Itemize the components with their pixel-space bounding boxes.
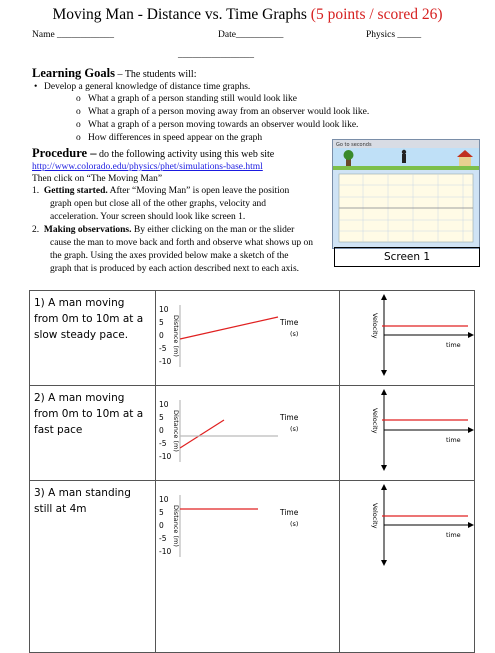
table-row [30,386,475,481]
sketch-table [29,290,475,653]
step-1: 1. Getting started. After “Moving Man” is open leave the position [32,186,290,196]
distance-graph-3 [156,481,339,647]
row-3-distance-cell[interactable] [156,481,340,653]
row-3-velocity-cell[interactable] [340,481,475,653]
page-title: Moving Man - Distance vs. Time Graphs (5 points / scored 26) [52,6,443,23]
arrow-up-icon [381,294,387,300]
velocity-time-label: time [446,531,461,539]
x-axis-unit: (s) [290,425,299,433]
y-axis-label: Distance (m) [172,410,180,452]
name-field: Name ____________ [32,30,115,40]
distance-sketch-line [180,420,224,448]
goal-sub-3: o What a graph of a person moving towards an observer would look like. [76,120,359,130]
y-tick-label: 0 [159,426,164,435]
step-2-line-4: graph that is produced by each action described next to each axis. [50,264,300,274]
y-tick-label: -5 [159,344,167,353]
step-1-line-3: acceleration. Your screen should look like screen 1. [50,212,246,222]
y-tick-label: 10 [159,305,169,314]
velocity-graph-1 [340,291,474,380]
procedure-heading: Procedure – do the following activity using this web site [32,146,275,160]
distance-graph-2 [156,386,339,475]
then-click-text: Then click on “The Moving Man” [32,174,163,184]
goal-sub-2: o What a graph of a person moving away from an observer would look like. [76,107,370,117]
bullet-icon: • [34,82,38,92]
velocity-time-label: time [446,436,461,444]
y-tick-label: 0 [159,331,164,340]
date-field: Date__________ [218,30,284,40]
y-tick-label: 5 [159,413,164,422]
screen-caption: Go to seconds [336,142,372,148]
step-2-line-2: cause the man to move back and forth and observe what shows up on [50,238,314,248]
physics-field: Physics _____ [366,30,422,40]
arrow-right-icon [468,522,474,528]
y-tick-label: 5 [159,318,164,327]
table-row [30,291,475,386]
velocity-graph-2 [340,386,474,475]
x-axis-label: Time [280,508,299,517]
step-2-line-3: the graph. Using the axes provided below make a sketch of the [50,251,289,261]
arrow-down-icon [381,465,387,471]
x-axis-unit: (s) [290,330,299,338]
velocity-time-label: time [446,341,461,349]
distance-graph-1 [156,291,339,380]
step-1-line-2: graph open but close all of the other graphs, velocity and [50,199,267,209]
velocity-axis-label: Velocity [371,408,379,434]
velocity-axis-label: Velocity [371,503,379,529]
y-tick-label: -10 [159,452,172,461]
simulation-link[interactable]: http://www.colorado.edu/physics/phet/simulations-base.html [32,162,263,172]
learning-goals-list [34,81,251,94]
goal-sub-4: o How differences in speed appear on the graph [76,133,263,143]
row-2-label: 2) A man moving from 0m to 10m at a fast pace [30,386,156,481]
row-1-label: 1) A man moving from 0m to 10m at a slow steady pace. [30,291,156,386]
row-3-label: 3) A man standing still at 4m [30,481,156,653]
arrow-down-icon [381,370,387,376]
man-icon [402,150,406,163]
y-tick-label: -5 [159,534,167,543]
x-axis-label: Time [280,318,299,327]
step-2: 2. Making observations. By either clicking on the man or the slider [32,225,295,235]
goal-sub-1: o What a graph of a person standing still would look like [76,94,297,104]
y-axis-label: Distance (m) [172,505,180,547]
row-2-distance-cell[interactable] [156,386,340,481]
y-tick-label: -5 [159,439,167,448]
goal-bullet: • Develop a general knowledge of distance time graphs. [44,81,250,94]
y-tick-label: -10 [159,357,172,366]
score-text: (5 points / scored 26) [310,6,443,23]
arrow-right-icon [468,332,474,338]
table-row [30,481,475,653]
row-1-velocity-cell[interactable] [340,291,475,386]
screen-1-label: Screen 1 [334,247,480,267]
y-tick-label: 10 [159,400,169,409]
y-axis-label: Distance (m) [172,315,180,357]
velocity-graph-3 [340,481,474,647]
simulation-thumbnail-graphic [333,140,479,248]
y-tick-label: 5 [159,508,164,517]
learning-goals-heading: Learning Goals – The students will: [32,66,197,80]
arrow-down-icon [381,560,387,566]
distance-sketch-line [180,317,278,339]
x-axis-label: Time [280,413,299,422]
row-1-distance-cell[interactable] [156,291,340,386]
arrow-up-icon [381,484,387,490]
row-2-velocity-cell[interactable] [340,386,475,481]
y-tick-label: 10 [159,495,169,504]
arrow-right-icon [468,427,474,433]
arrow-up-icon [381,389,387,395]
y-tick-label: -10 [159,547,172,556]
y-tick-label: 0 [159,521,164,530]
velocity-axis-label: Velocity [371,313,379,339]
x-axis-unit: (s) [290,520,299,528]
divider-line: ________________ [178,50,254,60]
simulation-screenshot [332,139,480,249]
